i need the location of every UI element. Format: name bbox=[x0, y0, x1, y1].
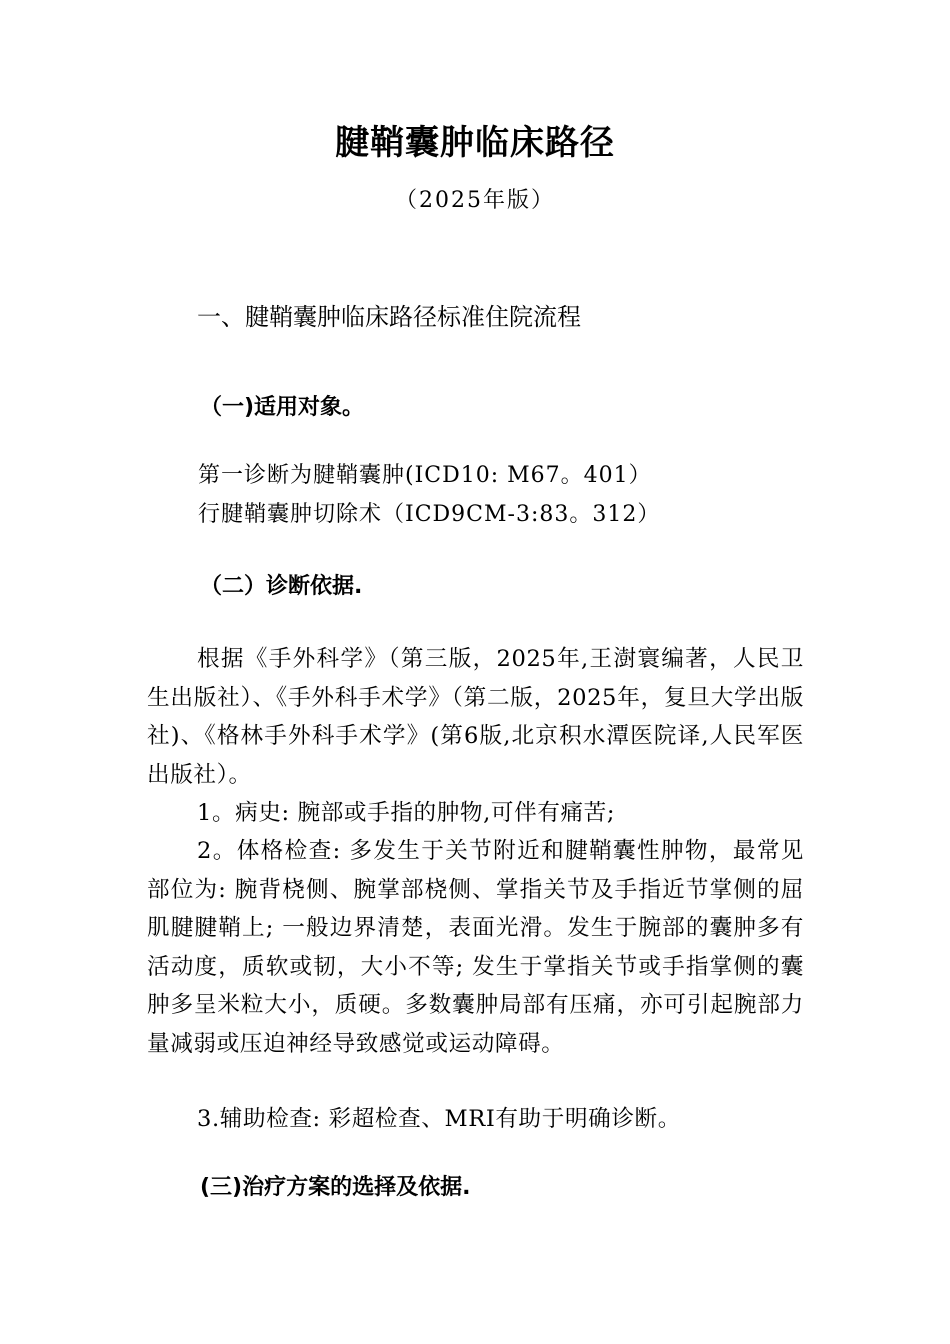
subsection-heading-diagnosis-basis: （二）诊断依据. bbox=[200, 574, 363, 599]
document-edition: （2025年版） bbox=[395, 188, 555, 213]
procedure-code-line: 行腱鞘囊肿切除术（ICD9CM-3:83。312） bbox=[198, 502, 661, 527]
history-paragraph: 1。病史: 腕部或手指的肿物,可伴有痛苦; bbox=[197, 800, 616, 826]
subsection-heading-treatment-plan: (三)治疗方案的选择及依据. bbox=[200, 1175, 471, 1200]
physical-exam-paragraph: 2。体格检查: 多发生于关节附近和腱鞘囊性肿物，最常见部位为: 腕背桡侧、腕掌部桡侧、掌指关节及手指近节掌侧的屈肌腱腱鞘上; 一般边界清楚，表面光滑。发生于腕部的囊肿多有活动度，质软或韧，大小不等; 发生于掌指关节或手指掌侧的囊肿多呈米粒大小，质硬。多数囊肿局部有压痛，亦可引起腕部力量减弱或压迫神经导致感觉或运动障碍。 bbox=[147, 838, 804, 1057]
auxiliary-exam-paragraph: 3.辅助检查: 彩超检查、MRI有助于明确诊断。 bbox=[197, 1106, 681, 1132]
subsection-heading-applicable-objects: （一)适用对象。 bbox=[200, 395, 365, 420]
diagnosis-code-line: 第一诊断为腱鞘囊肿(ICD10: M67。401） bbox=[198, 463, 652, 488]
reference-paragraph: 根据《手外科学》（第三版，2025年,王澍寰编著，人民卫生出版社）、《手外科手术学》（第二版，2025年，复旦大学出版社)、《格林手外科手术学》(第6版,北京积水潭医院译,人民军医出版社）。 bbox=[147, 646, 804, 788]
section-heading-1: 一、腱鞘囊肿临床路径标准住院流程 bbox=[197, 303, 581, 331]
document-title: 腱鞘囊肿临床路径 bbox=[335, 123, 615, 163]
